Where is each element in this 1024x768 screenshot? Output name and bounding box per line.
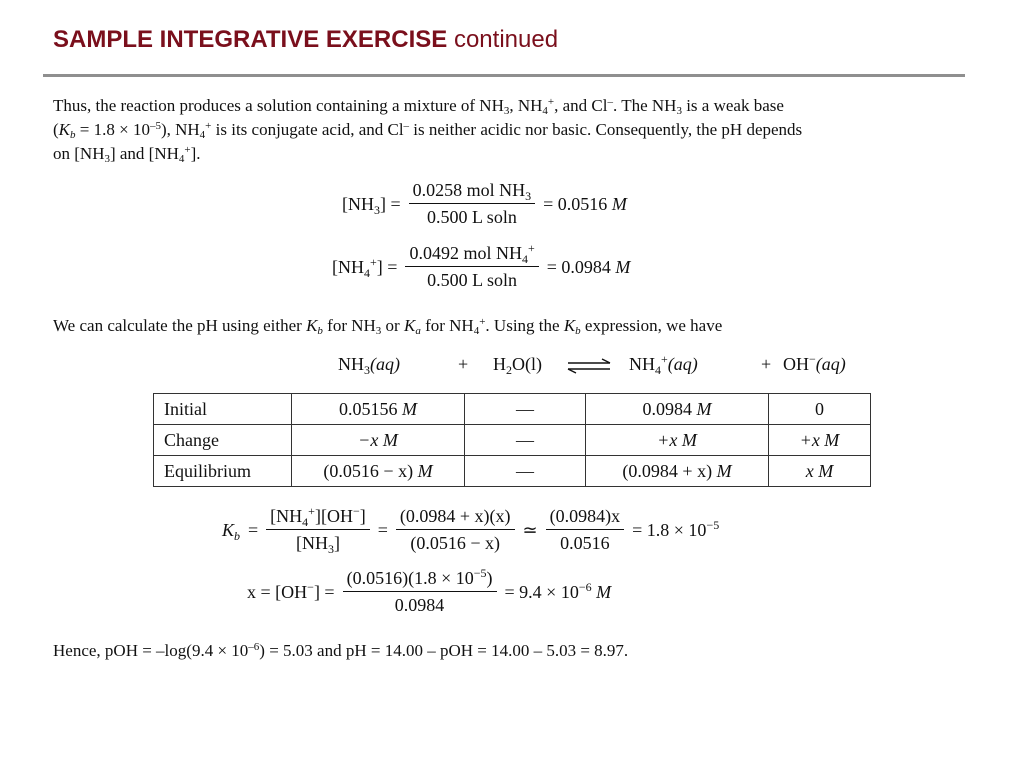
title-main: SAMPLE INTEGRATIVE EXERCISE <box>53 26 448 53</box>
reactant-nh3: $NH_3(aq)$ <box>338 354 400 377</box>
superscript: + <box>205 120 212 132</box>
intro-line-2 <box>53 118 802 142</box>
text: Hence, pOH = –log(9.4 × 10 <box>53 641 249 660</box>
denominator: 0.500 L soln <box>427 270 517 290</box>
text: , and Cl <box>554 96 608 115</box>
fraction <box>266 506 370 554</box>
oh-cell: 0 <box>769 394 871 425</box>
oh-cell: +x M <box>769 425 871 456</box>
title-continued: continued <box>453 26 559 53</box>
fraction <box>546 506 625 554</box>
text: is neither acidic nor basic. Consequently, the pH depends <box>409 120 803 139</box>
water-cell: — <box>465 425 586 456</box>
numerator: 0.0258 mol $NH_3$ <box>409 180 536 204</box>
subscript: 3 <box>676 105 682 117</box>
superscript: –6 <box>248 641 260 653</box>
superscript: –5 <box>149 120 161 132</box>
numerator: (0.0984)x <box>546 506 625 530</box>
rhs: = $1.8 \times 10^{-5}$ <box>632 517 720 540</box>
approx-sign: ≃ <box>522 519 538 540</box>
text: is its conjugate acid, and Cl <box>211 120 404 139</box>
rhs: = 0.0984 M <box>546 256 631 277</box>
text: ] and [NH <box>109 144 179 163</box>
text: on [NH <box>53 144 105 163</box>
equilibrium-arrow-icon <box>566 358 612 374</box>
superscript: – <box>403 120 410 132</box>
intro-line-1 <box>53 94 802 118</box>
subscript: 4 <box>178 153 185 165</box>
x-equation <box>247 568 611 616</box>
nh4-cell: (0.0984 + x) M <box>586 456 769 487</box>
nh4-concentration-equation <box>332 243 630 291</box>
rhs: = 0.0516 M <box>543 193 627 214</box>
denominator: 0.0516 <box>560 533 610 553</box>
product-nh4: $NH_4^+(aq)$ <box>629 352 698 377</box>
rhs: = $9.4 \times 10^{-6}$ M <box>504 579 612 602</box>
numerator: $(0.0516)(1.8 \times 10^{-5})$ <box>343 568 497 592</box>
denominator: 0.0984 <box>394 595 445 615</box>
subscript: 3 <box>503 105 510 117</box>
row-label: Change <box>154 425 292 456</box>
nh3-cell: −x M <box>292 425 465 456</box>
superscript: + <box>547 96 555 108</box>
text: , NH <box>509 96 543 115</box>
method-paragraph: We can calculate the pH using either $K_b$ for $NH_3$ or $K_a$ for $NH_4^+$. Using the $K_b$ expression, we have <box>53 316 723 337</box>
text: We can calculate the pH using either <box>53 316 307 335</box>
numerator: 0.0492 mol $NH_4^+$ <box>405 243 538 267</box>
text: is a weak base <box>681 96 784 115</box>
subscript: 4 <box>199 129 206 141</box>
nh4-cell: +x M <box>586 425 769 456</box>
text: . The NH <box>613 96 677 115</box>
nh4-cell: 0.0984 M <box>586 394 769 425</box>
fraction <box>409 180 536 228</box>
denominator: (0.0516 − x) <box>410 533 501 553</box>
lhs: $[NH_3]$ = <box>342 193 401 217</box>
denominator: 0.500 L soln <box>426 207 517 227</box>
equals: = <box>377 519 388 540</box>
intro-paragraph <box>53 94 802 166</box>
superscript: – <box>607 96 613 108</box>
numerator: (0.0984 + x)(x) <box>396 506 515 530</box>
text: ]. <box>190 144 201 163</box>
text: ( <box>53 120 59 139</box>
oh-cell: x M <box>769 456 871 487</box>
lhs: x = [OH−] = <box>247 579 335 602</box>
lhs: $K_b$ <box>222 519 241 543</box>
text: ) = 5.03 and pH = 14.00 – pOH = 14.00 – 5.03 = 8.97. <box>259 641 629 660</box>
lhs: $[NH_4^+]$ = <box>332 254 398 280</box>
water-cell: — <box>465 456 586 487</box>
table-row <box>154 456 871 487</box>
intro-line-3 <box>53 142 802 166</box>
text: = 1.8 × 10 <box>75 120 150 139</box>
subscript: 4 <box>542 105 548 117</box>
conclusion-paragraph <box>53 639 628 663</box>
superscript: + <box>184 144 191 156</box>
table-row <box>154 425 871 456</box>
fraction <box>343 568 497 616</box>
product-oh: OH−(aq) <box>783 352 846 374</box>
text: Thus, the reaction produces a solution containing a mixture of NH <box>53 96 504 115</box>
water-cell: — <box>465 394 586 425</box>
title-divider <box>43 74 965 77</box>
fraction <box>405 243 538 291</box>
numerator: $[NH_4^+][OH^-]$ <box>266 506 370 530</box>
nh3-cell: (0.0516 − x) M <box>292 456 465 487</box>
fraction <box>396 506 515 554</box>
plus-sign: + <box>458 354 469 374</box>
subscript: b <box>70 129 76 141</box>
ice-table <box>153 393 871 487</box>
reactant-water: $H_2O(l)$ <box>493 354 542 377</box>
kb-equation <box>222 506 719 554</box>
row-label: Initial <box>154 394 292 425</box>
nh3-cell: 0.05156 M <box>292 394 465 425</box>
text: ), NH <box>160 120 200 139</box>
table-row <box>154 394 871 425</box>
denominator: $[NH_3]$ <box>295 533 340 556</box>
row-label: Equilibrium <box>154 456 292 487</box>
page-title <box>53 26 558 54</box>
equals: = <box>248 519 259 540</box>
plus-sign: + <box>761 354 772 374</box>
subscript: 3 <box>104 153 110 165</box>
kb-symbol: K <box>58 120 71 139</box>
nh3-concentration-equation <box>342 180 627 228</box>
